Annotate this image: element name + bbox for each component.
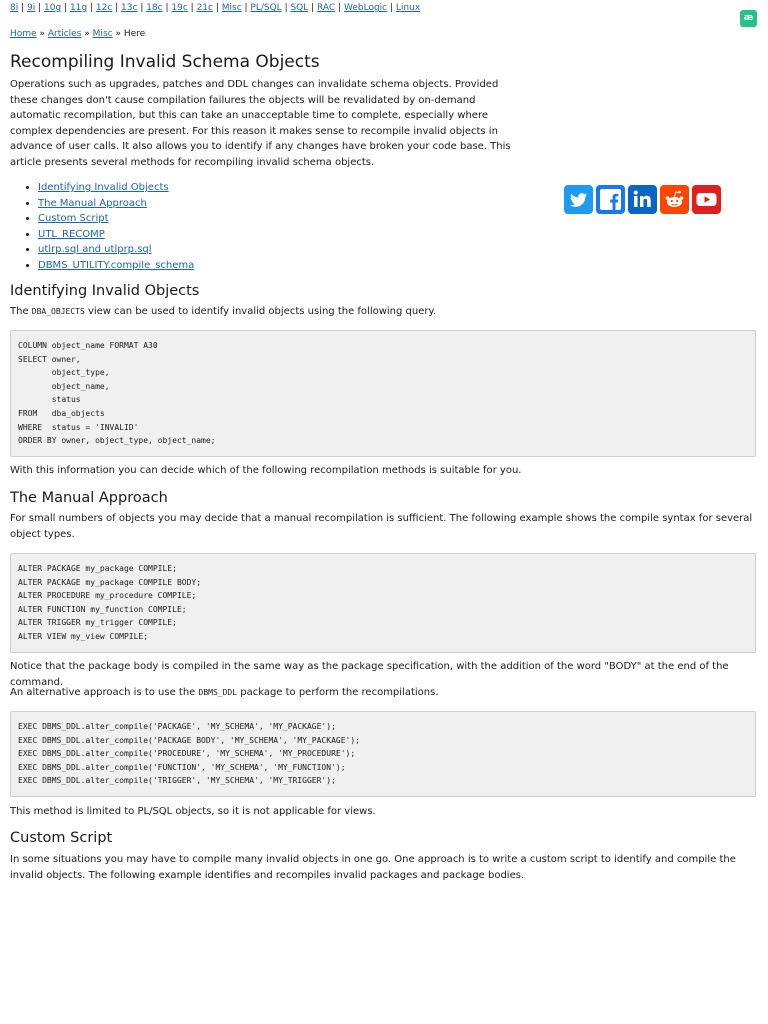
code-line: ALTER VIEW my_view COMPILE; xyxy=(18,631,149,641)
breadcrumb-current: Here xyxy=(123,29,146,39)
code-line: COLUMN object_name FORMAT A30 xyxy=(18,341,158,350)
breadcrumb-separator: » xyxy=(39,29,45,39)
twitter-share-button[interactable] xyxy=(564,185,593,214)
manual-notice-paragraph: Notice that the package body is compiled in the same way as the package specification, with the addition of the word "BODY" at the end of the command. xyxy=(10,661,729,688)
nav-link-11g[interactable]: 11g xyxy=(69,3,88,13)
nav-link-9i[interactable]: 9i xyxy=(27,3,36,13)
nav-link-18c[interactable]: 18c xyxy=(146,3,163,13)
manual-intro-paragraph: For small numbers of objects you may decide that a manual recompilation is sufficient. The following example shows the compile syntax for several object types. xyxy=(10,513,753,540)
breadcrumb xyxy=(10,28,145,40)
reddit-icon xyxy=(660,185,689,214)
youtube-share-button[interactable] xyxy=(692,185,721,214)
toc-link-custom-script[interactable]: Custom Script xyxy=(38,213,109,224)
code-line: ALTER FUNCTION my_function COMPILE; xyxy=(18,604,187,614)
nav-link-21c[interactable]: 21c xyxy=(196,3,213,13)
toc-link-utlrp[interactable]: utlrp.sql and utlprp.sql xyxy=(38,244,152,255)
code-line: ALTER PROCEDURE my_procedure COMPILE; xyxy=(18,591,197,601)
heading-manual-approach: The Manual Approach xyxy=(10,490,168,506)
manual-limited-paragraph: This method is limited to PL/SQL objects, so it is not applicable for views. xyxy=(10,806,376,817)
top-version-nav: 8i | 9i | 10g | 11g | 12c | 13c | 18c | 19c | 21c | Misc | PL/SQL | SQL | RAC | WebLogic | Linux xyxy=(10,3,421,13)
nav-link-19c[interactable]: 19c xyxy=(171,3,188,13)
nav-link-12c[interactable]: 12c xyxy=(95,3,113,13)
code-line: object_name, xyxy=(18,381,110,391)
code-line: WHERE status = 'INVALID' xyxy=(18,422,139,432)
nav-link-8i[interactable]: 8i xyxy=(10,3,19,13)
code-line: SELECT owner, xyxy=(18,354,81,364)
code-line: EXEC DBMS_DDL.alter_compile('TRIGGER', 'MY_SCHEMA', 'MY_TRIGGER'); xyxy=(18,776,336,786)
text-fragment: view can be used to identify invalid objects using the following query. xyxy=(84,306,437,317)
code-line: ALTER PACKAGE my_package COMPILE; xyxy=(18,564,177,573)
text-fragment: An alternative approach is to use the xyxy=(10,687,199,698)
text-fragment: package to perform the recompilations. xyxy=(237,687,439,698)
nav-link-rac[interactable]: RAC xyxy=(317,3,336,13)
toc-link-identifying[interactable]: Identifying Invalid Objects xyxy=(38,182,169,193)
nav-link-sql[interactable]: SQL xyxy=(290,3,309,13)
code-line: ALTER PACKAGE my_package COMPILE BODY; xyxy=(18,577,202,587)
code-block-alter-compile xyxy=(10,553,756,653)
inline-code-dbms-ddl: DBMS_DDL xyxy=(198,688,238,697)
toc-item xyxy=(38,211,194,227)
toc-item xyxy=(38,180,194,196)
facebook-icon xyxy=(596,185,625,214)
inline-code-dba-objects: DBA_OBJECTS xyxy=(31,307,85,316)
toc-link-manual[interactable]: The Manual Approach xyxy=(38,197,147,209)
nav-link-13c[interactable]: 13c xyxy=(121,3,138,13)
toc-item xyxy=(38,227,194,243)
nav-link-10g[interactable]: 10g xyxy=(44,3,62,13)
identifying-after-paragraph: With this information you can decide which of the following recompilation methods is suitable for you. xyxy=(10,465,522,476)
code-block-dbms-ddl xyxy=(10,711,756,797)
toc-item xyxy=(38,242,194,258)
code-line: ORDER BY owner, object_type, object_name; xyxy=(18,436,216,446)
breadcrumb-misc[interactable]: Misc xyxy=(92,29,113,39)
nav-link-plsql[interactable]: PL/SQL xyxy=(250,3,282,13)
code-block-identify-query xyxy=(10,330,756,457)
linkedin-icon xyxy=(628,185,657,214)
breadcrumb-separator: » xyxy=(115,29,121,39)
twitter-icon xyxy=(564,185,593,214)
linkedin-share-button[interactable] xyxy=(628,185,657,214)
heading-identifying-invalid-objects: Identifying Invalid Objects xyxy=(10,283,200,299)
code-line: EXEC DBMS_DDL.alter_compile('PACKAGE', 'MY_SCHEMA', 'MY_PACKAGE'); xyxy=(18,722,336,731)
text-fragment: The xyxy=(10,306,32,317)
manual-alternative-paragraph xyxy=(10,685,439,701)
code-line: FROM dba_objects xyxy=(18,408,105,418)
code-line: EXEC DBMS_DDL.alter_compile('PACKAGE BODY', 'MY_SCHEMA', 'MY_PACKAGE'); xyxy=(18,735,360,745)
intro-paragraph: Operations such as upgrades, patches and DDL changes can invalidate schema objects. Provided these changes don't cause compilation failures the objects will be revalidated by on-demand automatic recompilation, but this can take an unacceptable time to complete, especially where complex dependencies are present. For this reason it makes sense to recompile invalid objects in advance of user calls. It also allows you to identify if any changes have broken your code base. This article presents several methods for recompiling invalid schema objects. xyxy=(10,79,511,168)
code-line: EXEC DBMS_DDL.alter_compile('PROCEDURE', 'MY_SCHEMA', 'MY_PROCEDURE'); xyxy=(18,749,356,759)
page-title: Recompiling Invalid Schema Objects xyxy=(10,52,320,72)
table-of-contents xyxy=(10,180,194,273)
toc-link-utl-recomp[interactable]: UTL_RECOMP xyxy=(38,228,105,240)
breadcrumb-articles[interactable]: Articles xyxy=(47,29,82,39)
identifying-paragraph xyxy=(10,304,436,320)
toc-item xyxy=(38,196,194,212)
nav-link-linux[interactable]: Linux xyxy=(395,3,421,13)
toc-item xyxy=(38,258,194,274)
site-logo[interactable]: æ xyxy=(740,10,757,27)
facebook-share-button[interactable] xyxy=(596,185,625,214)
breadcrumb-separator: » xyxy=(84,29,90,39)
code-line: EXEC DBMS_DDL.alter_compile('FUNCTION', 'MY_SCHEMA', 'MY_FUNCTION'); xyxy=(18,762,346,772)
code-line: ALTER TRIGGER my_trigger COMPILE; xyxy=(18,618,177,628)
reddit-share-button[interactable] xyxy=(660,185,689,214)
social-share-bar xyxy=(564,185,721,214)
heading-custom-script: Custom Script xyxy=(10,830,113,846)
code-line: status xyxy=(18,395,81,405)
nav-link-weblogic[interactable]: WebLogic xyxy=(343,3,388,13)
breadcrumb-home[interactable]: Home xyxy=(10,29,37,39)
youtube-icon xyxy=(692,185,721,214)
toc-link-compile-schema[interactable]: DBMS_UTILITY.compile_schema xyxy=(38,259,195,271)
custom-script-paragraph: In some situations you may have to compile many invalid objects in one go. One approach is to write a custom script to identify and compile the invalid objects. The following example identifies and recompiles invalid packages and package bodies. xyxy=(10,854,736,881)
code-line: object_type, xyxy=(18,368,110,378)
nav-link-misc[interactable]: Misc xyxy=(221,3,242,13)
